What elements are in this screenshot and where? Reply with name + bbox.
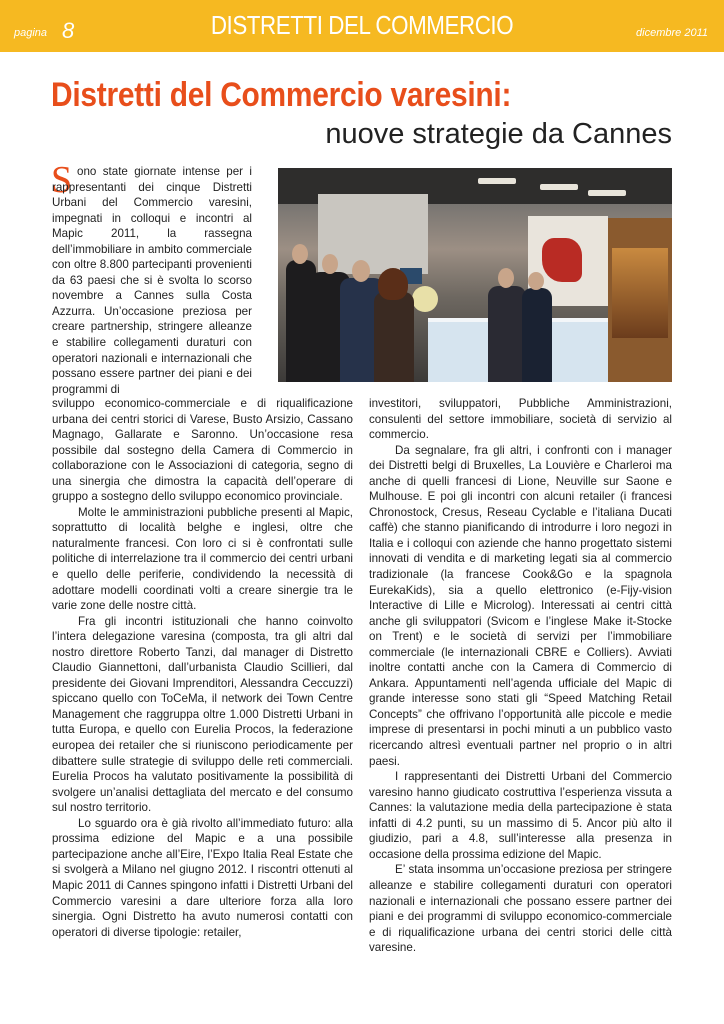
paragraph: Lo sguardo ora è già rivolto all’immediato futuro: alla prossima edizione del Mapic e a una possibile partecipazione anche all’Eire, l’Expo Italia Real Estate che si svolgerà a Milano nel giugno 2012. I riscontri ottenuti al Mapic 2011 di Cannes spingono infatti i Distretti Urbani del Commercio varesini a dare ulteriore forza alla loro sinergia. Ogni Distretto ha avuto numerosi contatti con operatori di diverse tipologie: retailer, [52, 816, 353, 939]
paragraph: E’ stata insomma un’occasione preziosa per stringere alleanze e stabilire collegamenti duraturi con operatori nazionali e internazionali che possano essere partner dei piani e dei programmi di sviluppo economico-commerciale e di riqualificazione urbana dei centri storici delle città varesine. [369, 863, 672, 955]
right-column [369, 396, 672, 956]
drop-cap: S [51, 159, 73, 201]
page-label: pagina [14, 27, 48, 39]
paragraph: I rappresentanti dei Distretti Urbani del Commercio varesino hanno giudicato costruttiva l’esperienza vissuta a Cannes: la valutazione media della partecipazione è stata infatti di 4.2 punti, su un massimo di 5. Ancor più alto il giudizio, pari a 4.8, sull’interesse alla presenza in occasione della prossima edizione del Mapic. [369, 770, 672, 861]
intro-column [52, 164, 252, 397]
header-bar [0, 0, 724, 52]
issue-date: dicembre 2011 [636, 27, 708, 39]
paragraph: sviluppo economico-commerciale e di riqualificazione urbana dei centri storici di Varese, Busto Arsizio, Cassano Magnago, Gallarate e Saronno. Un’occasione resa possibile dal sostegno della Camera di Commercio in collaborazione con le Associazioni di categoria, segno di una sinergia che dimostra la capacità dell’operare di gruppo a sostegno dello sviluppo economico provinciale. [52, 397, 353, 504]
paragraph: Da segnalare, fra gli altri, i confronti con i manager dei Distretti belgi di Bruxelles, La Louvière e Charleroi ma anche di quelli francesi di Lione, Neuville sur Saone e Mulhouse. E poi gli incontri con alcuni retailer (i francesi Chronostock, Cresus, Reseau Cyclable e l’italiana Ducati caffè) che stanno pianificando di introdurre i loro negozi in Italia e i colloqui con aziende che hanno progettato sistemi innovati di vendita e di marketing legati sia al commercio tradizionale (la francese Cook&Go e la spagnola EurekaKids), sia a quello elettronico (e-Fijy-vision Interactive di Lille e Microlog). Interessati ai centri città anche gli sviluppatori (Svicom e l’inglese Make it-Stocke on Trent) e le società di servizi per l’immobiliare commerciale (le internazionali CBRE e Colliers). Avviati inoltre contatti anche con la Camera di Commercio di Ankara. Appuntamenti nell’agenda ufficiale del Mapic di grande interesse sono stati gli “Speed Matching Retail Concepts” che offrivano l’opportunità alle piccole e medie imprese di presentarsi in pochi minuti a un pubblico vasto ricercando altresì eventuali partner nel proprio o in altri paesi. [369, 443, 672, 768]
section-title: DISTRETTI DEL COMMERCIO [210, 10, 514, 40]
paragraph: investitori, sviluppatori, Pubbliche Amministrazioni, consulenti del settore immobiliare, società di servizio al commercio. [369, 397, 672, 442]
article-subtitle: nuove strategie da Cannes [325, 118, 672, 150]
article-title: Distretti del Commercio varesini: [51, 76, 512, 114]
page-number: 8 [62, 18, 75, 43]
article-photo [278, 168, 672, 382]
paragraph: Fra gli incontri istituzionali che hanno coinvolto l’intera delegazione varesina (composta, tra gli altri dal nostro direttore Roberto Tanzi, dal manager di Distretto Claudio Giannettoni, dall’urbanista Claudio Scillieri, dal presidente dei Giovani Imprenditori, Alessandra Ceccuzzi) spiccano quello con ToCeMa, il network dei Town Centre Management che raggruppa oltre 1.000 Distretti Urbani in tutta Europa, e quello con Eurelia Procos, la federazione europea dei retailer che si riuniscono periodicamente per dibattere sulle strategie di sviluppo delle reti commerciali. Eurelia Procos ha valutato positivamente la possibilità di svolgere un’analisi dettagliata del mercato e del consumo sul nostro territorio. [52, 614, 353, 815]
intro-paragraph: ono state giornate intense per i rappresentanti dei cinque Distretti Urbani del Commercio varesini, impegnati in colloqui e incontri al Mapic 2011, la rassegna dell’immobiliare in ambito commerciale con oltre 8.800 partecipanti provenienti da 63 paesi che si è svolta lo scorso novembre a Cannes sulla Costa Azzurra. Un’occasione preziosa per creare partnership, stringere alleanze e stabilire collegamenti duraturi con operatori nazionali e internazionali che possano essere partner dei piani e dei programmi di [52, 165, 252, 396]
left-column [52, 396, 353, 940]
paragraph: Molte le amministrazioni pubbliche presenti al Mapic, soprattutto di località belghe e inglesi, oltre che naturalmente francesi. Con loro ci si è confrontati sulle politiche di interrelazione tra il commercio dei centri urbani e quello delle periferie, condividendo la necessità di adottare modelli coordinati volti a creare sinergie tra le varie zone delle nostre città. [52, 505, 353, 613]
